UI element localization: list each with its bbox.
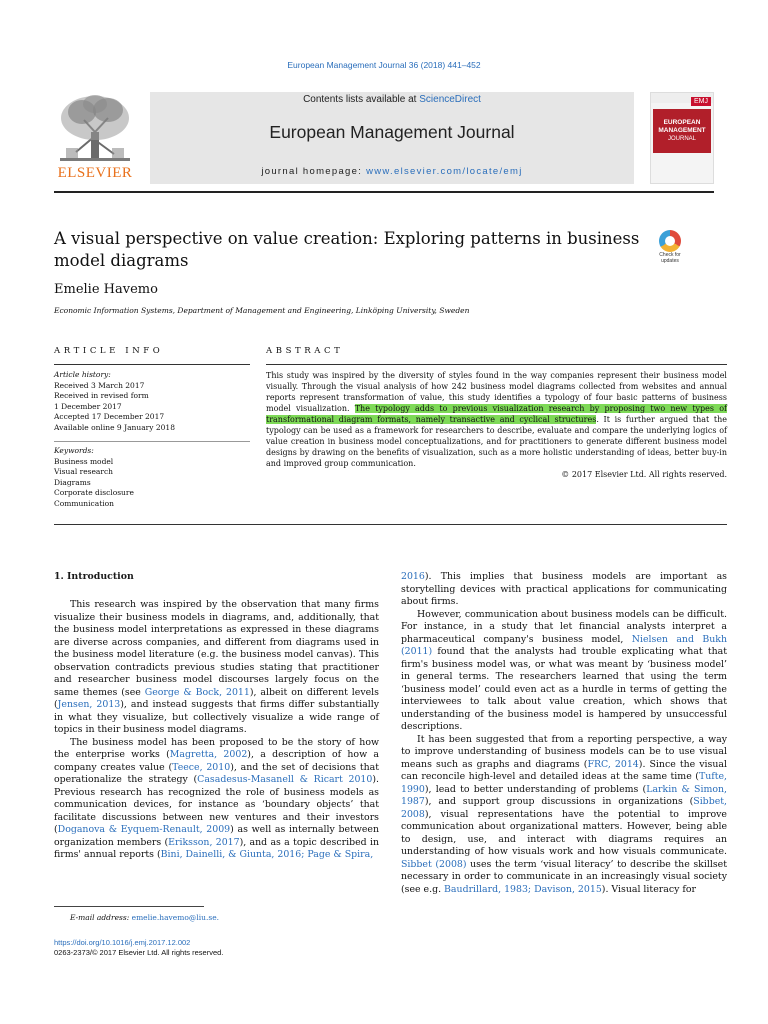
history-item: Available online 9 January 2018: [54, 422, 175, 432]
citation-link[interactable]: Sibbet, 2008: [401, 796, 727, 820]
citation-link[interactable]: Sibbet (2008): [401, 858, 467, 870]
cover-badge: EMJ: [691, 97, 711, 106]
citation-link[interactable]: 2016: [401, 571, 425, 582]
updates-label: Check for updates: [659, 252, 681, 264]
text-span: ), and as a topic described in firms' annual reports (: [54, 836, 379, 860]
journal-title: European Management Journal: [269, 122, 515, 142]
elsevier-tree-icon: [54, 92, 136, 166]
text-span: It has been suggested that from a reporting perspective, a way to improve understanding of business models can be to use visual means such as graphs and diagrams (: [401, 733, 727, 770]
homepage-line: [150, 166, 634, 177]
keyword-item: Diagrams: [54, 477, 91, 487]
text-span: found that the analysts had trouble explicating what that firm's business model was, or what was meant by ‘business model’ in general terms. The researchers learned that using the term ‘business model’ could even act as a hurdle in terms of getting the interviewees to talk about value creation, which shows that understanding of the business model is hampered by unsuccessful descriptions.: [401, 646, 727, 732]
author-name: Emelie Havemo: [54, 282, 158, 297]
elsevier-logo: [54, 92, 136, 184]
section-heading-introduction: 1. Introduction: [54, 571, 134, 582]
text-span: ), a description of how a company creates value (: [54, 749, 379, 773]
article-info: [54, 370, 250, 509]
info-gap: [54, 433, 250, 441]
author-affiliation: Economic Information Systems, Department of Management and Engineering, Linköping University, Sweden: [54, 306, 470, 315]
publisher-name: ELSEVIER: [57, 165, 133, 181]
text-span: The business model has been proposed to be the story of how the enterprise works (: [54, 736, 379, 760]
text-span: ). Previous research has recognized the role of business models as communication devices, for instance as ‘boundary objects’ that facilitate discussions between new ventures and their investors (: [54, 774, 379, 835]
text-span: ). This implies that business models are important as storytelling devices with practical applications for communicating about firms.: [401, 571, 727, 607]
email-link[interactable]: emelie.havemo@liu.se.: [131, 913, 220, 922]
keywords-label: Keywords:: [54, 446, 94, 455]
history-item: Accepted 17 December 2017: [54, 412, 165, 421]
history-item: Received 3 March 2017: [54, 380, 145, 390]
text-span: ), visual representations have the potential to improve communication about organizational matters. However, being able to design, use, and interact with diagrams requires an understanding of how visuals work and how visuals communicate.: [401, 808, 727, 857]
contents-prefix: Contents lists available at: [303, 94, 420, 105]
cover-line-1: EUROPEAN: [663, 119, 701, 126]
body-column-right: [401, 571, 727, 896]
text-span: ). Since the visual can reconcile high-level and detailed ideas at the same time (: [401, 758, 727, 782]
abstract-rule: [266, 364, 727, 365]
paragraph: [54, 737, 379, 862]
citation-link[interactable]: Nielsen and Bukh (2011): [401, 633, 727, 657]
paragraph: [401, 609, 727, 734]
footnote-email: [70, 913, 219, 922]
keyword-item: Communication: [54, 498, 114, 508]
journal-cover: [650, 92, 714, 184]
citation-link[interactable]: Larkin & Simon, 1987: [401, 783, 727, 807]
text-span: ), albeit on different levels (: [54, 686, 379, 710]
sciencedirect-link[interactable]: ScienceDirect: [419, 94, 481, 105]
check-for-updates-button[interactable]: [652, 230, 688, 266]
citation-link[interactable]: Magretta, 2002: [169, 749, 248, 760]
text-span: ) as well as internally between organization members (: [54, 824, 379, 848]
journal-reference[interactable]: European Management Journal 36 (2018) 441–452: [287, 60, 481, 70]
cover-line-2: MANAGEMENT: [658, 127, 706, 134]
front-matter-rule: [54, 524, 727, 525]
article-info-rule: [54, 364, 250, 365]
abstract-text-end: . It is further argued that the typology can be used as a framework for researchers to describe, evaluate and compare the underlying logics of value creation in business model conceptualizations, and for practitioners to generate different business model designs by drawing on the benefits of visualization, such as a more holistic understanding of ideas, better buy-in and improved group communication.: [266, 415, 727, 468]
masthead-rule: [54, 191, 714, 193]
citation-link[interactable]: Doganova & Eyquem-Renault, 2009: [57, 824, 231, 835]
abstract-text-start: This study was inspired by the diversity of styles found in the way companies represent their business model visually. Through the visual analysis of how 242 business model diagrams collected from websites and annual reports represent transformation of value, this study identifies a typology of four basic patterns of business model visualization.: [266, 371, 727, 413]
abstract-highlight: The typology adds to previous visualization research by proposing two new types of transformational diagram formats, namely transactive and cyclical structures: [266, 404, 727, 424]
cover-line-3: JOURNAL: [667, 136, 696, 142]
citation-link[interactable]: Tufte, 1990: [401, 771, 727, 795]
cover-title-block: [653, 109, 711, 153]
citation-link[interactable]: Jensen, 2013: [57, 699, 121, 710]
citation-link[interactable]: FRC, 2014: [587, 758, 639, 770]
contents-line: [150, 94, 634, 105]
citation-link[interactable]: George & Bock, 2011: [144, 686, 250, 698]
keyword-item: Visual research: [54, 467, 114, 476]
abstract-copyright: © 2017 Elsevier Ltd. All rights reserved.: [561, 470, 727, 479]
homepage-prefix: journal homepage:: [261, 166, 367, 177]
body-column-left: [54, 599, 379, 862]
article-title: A visual perspective on value creation: Exploring patterns in business model diagrams: [54, 229, 640, 270]
text-span: uses the term ‘visual literacy’ to describe the skillset necessary in order to communicate in an increasingly visual society (see e.g.: [401, 858, 727, 895]
keyword-item: Corporate disclosure: [54, 488, 134, 497]
issn-copyright: 0263-2373/© 2017 Elsevier Ltd. All rights reserved.: [54, 948, 224, 957]
abstract-text: [266, 370, 727, 469]
citation-link[interactable]: Casadesus-Masanell & Ricart 2010: [197, 774, 373, 785]
homepage-link[interactable]: www.elsevier.com/locate/emj: [366, 166, 523, 177]
history-label: Article history:: [54, 370, 111, 379]
article-info-heading: ARTICLE INFO: [54, 346, 164, 356]
history-item: Received in revised form: [54, 391, 149, 400]
history-item: 1 December 2017: [54, 401, 122, 411]
keyword-item: Business model: [54, 456, 114, 466]
citation-link[interactable]: Teece, 2010: [172, 761, 231, 773]
text-span: However, communication about business models can be difficult. For instance, in a study that let financial analysts interpret a pharmaceutical company's business model,: [401, 608, 727, 645]
updates-icon: [659, 230, 681, 252]
paragraph: [401, 571, 727, 609]
journal-banner: [150, 92, 634, 184]
text-span: ). Visual literacy for: [601, 883, 696, 895]
keywords-rule: [54, 441, 250, 442]
paragraph: [401, 734, 727, 897]
citation-link[interactable]: Baudrillard, 1983; Davison, 2015: [444, 883, 602, 895]
abstract-heading: ABSTRACT: [266, 346, 344, 356]
text-span: This research was inspired by the observation that many firms visualize their business models in diagrams, and, additionally, that the business model interpretations as expressed in these diagrams are diverse across companies, and different from diagrams used in the business model literature (e.g. the business model canvas). This observation contradicts previous studies stating that practitioner and researcher business model discourses largely focus on the same themes (see: [54, 599, 379, 698]
paragraph: [54, 599, 379, 737]
text-span: ), lead to better understanding of problems (: [424, 783, 647, 795]
citation-link[interactable]: Bini, Dainelli, & Giunta, 2016; Page & Spira,: [160, 849, 374, 860]
email-label: E-mail address:: [70, 913, 132, 922]
text-span: ), and instead suggests that firms differ substantially in what they visualize, but collectively visualize a wide range of topics in their business model diagrams.: [54, 699, 379, 735]
masthead: [54, 92, 714, 184]
abstract-body: [266, 370, 727, 480]
doi-block: [54, 938, 223, 958]
citation-link[interactable]: Eriksson, 2017: [168, 836, 240, 848]
footnote-rule: [54, 906, 204, 907]
text-span: ), and support group discussions in organizations (: [424, 796, 694, 807]
doi-link[interactable]: https://doi.org/10.1016/j.emj.2017.12.002: [54, 938, 191, 947]
text-span: ), and the set of decisions that operationalize the strategy (: [54, 761, 379, 785]
